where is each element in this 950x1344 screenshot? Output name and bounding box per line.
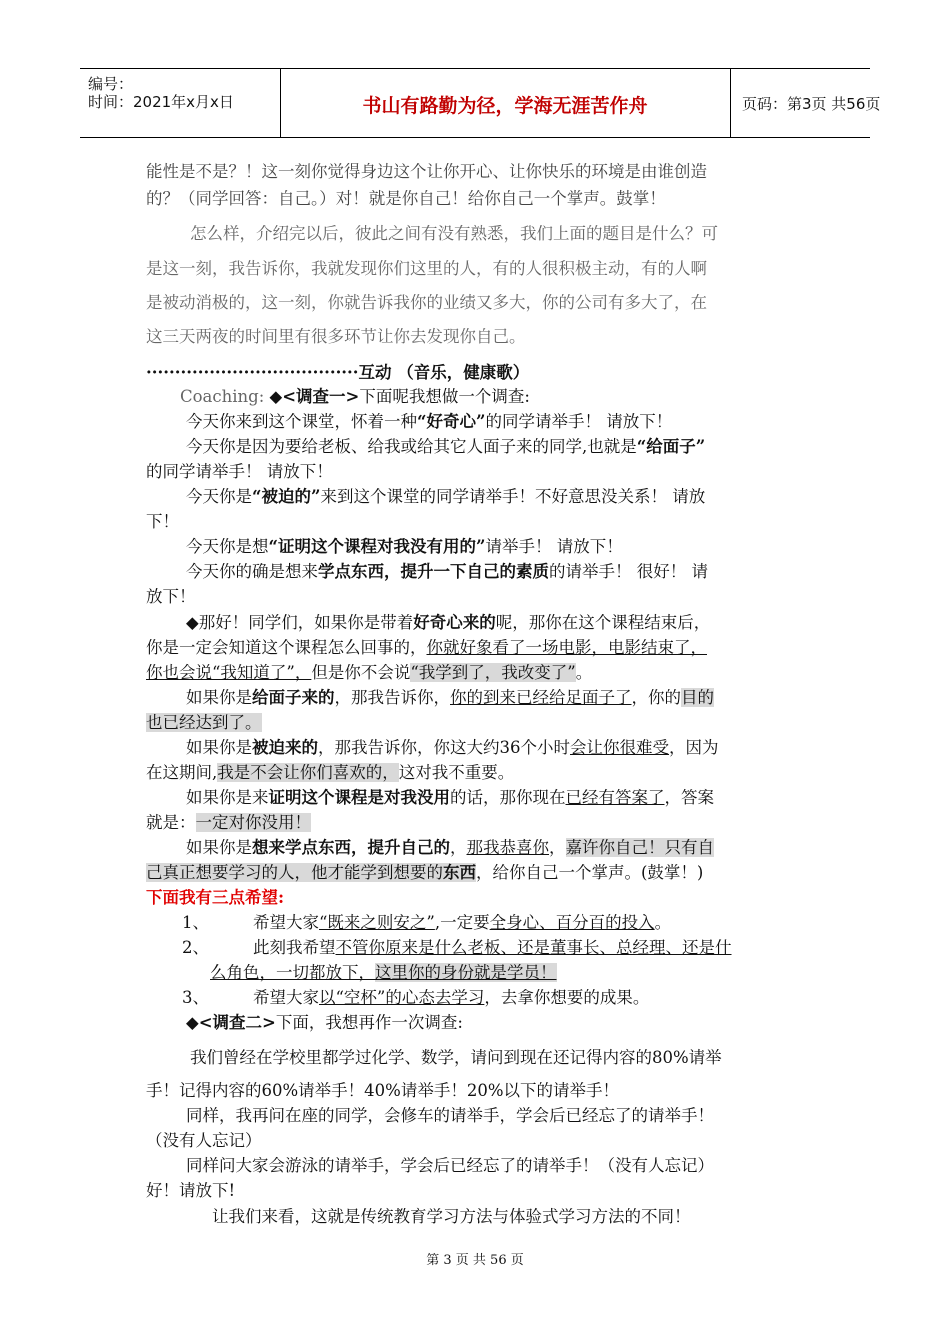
a3-keyword: 被迫来的 — [252, 738, 318, 757]
survey1-q4 — [186, 536, 623, 558]
a2-text: 如果你是 — [186, 688, 252, 707]
hope3-text: 希望大家 — [253, 988, 319, 1007]
survey2-intro: 下面，我想再作一次调查: — [275, 1013, 463, 1032]
q1-tail: 的同学请举手！ 请放下！ — [485, 412, 673, 431]
a2-highlight-achieved: 也已经达到了。 — [146, 713, 262, 732]
a2-underlined: 你的到来已经给足面子了 — [450, 688, 632, 707]
a2-highlight-goal: 目的 — [681, 688, 714, 707]
survey1-q2 — [186, 436, 705, 458]
a1-underlined-know: 你也会说“我知道了”， — [146, 663, 312, 682]
a5-highlight1: 嘉许你自己！只有自 — [565, 838, 714, 857]
answer3-line2 — [146, 762, 514, 784]
survey2-line5: 同样问大家会游泳的请举手，学会后已经忘了的请举手！（没有人忘记） — [186, 1156, 714, 1175]
a1-but: 但是你不会说 — [311, 663, 411, 682]
interaction-label: 互动 （音乐，健康歌） — [358, 363, 530, 382]
a3-mid: ，那我告诉你，你这大约36个小时 — [318, 738, 570, 757]
survey2-title: ◆<调查二> — [186, 1013, 276, 1032]
survey1-heading — [180, 386, 530, 408]
hope2-highlight: 这里你的身份就是学员！ — [375, 963, 557, 982]
a1-underlined-movie: 你就好象看了一场电影，电影结束了， — [426, 638, 707, 657]
answer1-line1 — [186, 612, 710, 634]
a5-keyword-thing: 东西 — [443, 863, 476, 882]
q3-keyword: “被迫的” — [252, 487, 321, 506]
doc-number-label: 编号： — [88, 75, 134, 93]
a5-underlined: 那我恭喜你 — [466, 838, 549, 857]
survey2-line6: 好！请放下! — [146, 1181, 236, 1200]
survey1-q1 — [186, 411, 672, 433]
a4-mid: 的话，那你现在 — [450, 788, 566, 807]
a5-text: 如果你是 — [186, 838, 252, 857]
q4-keyword: “证明这个课程对我没有用的” — [268, 537, 486, 556]
hope2-underlined2: 么角色，一切都放下， — [210, 963, 375, 982]
page-header — [80, 68, 881, 138]
a2-your: ，你的 — [631, 688, 681, 707]
para1-line2: 的？（同学回答：自己。）对！就是你自己！给你自己一个掌声。鼓掌！ — [146, 189, 666, 208]
answer5-line2 — [146, 862, 703, 884]
a5-comma1: ， — [450, 838, 467, 857]
a4-text: 如果你是来 — [186, 788, 269, 807]
answer3-line1 — [186, 737, 719, 759]
header-meta-cell — [80, 69, 281, 137]
header-motto-cell — [280, 69, 731, 137]
q5-text: 今天你的确是想来 — [186, 562, 318, 581]
answer1-line2 — [146, 637, 707, 659]
answer2-line2 — [146, 712, 262, 734]
a4-keyword: 证明这个课程是对我没用 — [268, 788, 450, 807]
para2-line1: 怎么样，介绍完以后，彼此之间有没有熟悉，我们上面的题目是什么？可 — [190, 224, 718, 243]
q5-keyword: 学点东西，提升一下自己的素质 — [318, 562, 549, 581]
hope1-underlined1: “既来之则安之” — [319, 913, 435, 932]
q2-text: 今天你是因为要给老板、给我或给其它人面子来的同学,也就是 — [186, 437, 637, 456]
a1-line2-text: 你是一定会知道这个课程怎么回事的， — [146, 638, 427, 657]
q5-tail: 的请举手！ 很好！ 请 — [549, 562, 708, 581]
survey2-line3: 同样，我再问在座的同学，会修车的请举手，学会后已经忘了的请举手！ — [186, 1106, 714, 1125]
a5-comma2: ， — [549, 838, 566, 857]
hope-3 — [182, 987, 649, 1009]
para2-line3: 是被动消极的，这一刻，你就告诉我你的业绩又多大，你的公司有多大了，在 — [146, 293, 707, 312]
a1-period: 。 — [575, 663, 593, 682]
para1-line1: 能性是不是？！这一刻你觉得身边这个让你开心、让你快乐的环境是由谁创造 — [146, 162, 707, 181]
answer2-line1 — [186, 687, 714, 709]
a1-highlight-changed: “我学到了，我改变了” — [410, 663, 576, 682]
q3-tail: 来到这个课堂的同学请举手！不好意思没关系！ 请放 — [320, 487, 706, 506]
para2-line2: 是这一刻，我告诉你，我就发现你们这里的人，有的人很积极主动，有的人啊 — [146, 259, 707, 278]
answer5-line1 — [186, 837, 714, 859]
answer4-line1 — [186, 787, 714, 809]
a4-answer: ，答案 — [664, 788, 714, 807]
survey2-line1: 我们曾经在学校里都学过化学、数学，请问到现在还记得内容的80%请举 — [190, 1048, 722, 1067]
a5-highlight2: 己真正想要学习的人，他才能学到想要的 — [146, 863, 443, 882]
a1-tail: 呢，那你在这个课程结束后， — [495, 613, 711, 632]
hope1-underlined2: 全身心、百分百的投入 — [489, 913, 655, 932]
dotted-leader: ····································· — [146, 363, 359, 382]
a3-underlined: 会让你很难受 — [570, 738, 669, 757]
interaction-line — [146, 362, 529, 384]
answer1-line3 — [146, 662, 592, 684]
a4-underlined: 已经有答案了 — [565, 788, 665, 807]
survey2-line4: （没有人忘记） — [146, 1131, 262, 1150]
survey2-heading — [186, 1012, 463, 1034]
a1-text: ◆那好！同学们，如果你是带着 — [186, 613, 414, 632]
a3-tail: 这对我不重要。 — [398, 763, 515, 782]
hope1-period: 。 — [654, 913, 672, 932]
survey1-q5 — [186, 561, 708, 583]
hope1-mid: ,一定要 — [434, 913, 490, 932]
q1-keyword: “好奇心” — [417, 412, 486, 431]
q4-text: 今天你是想 — [186, 537, 269, 556]
a3-text: 如果你是 — [186, 738, 252, 757]
hope-2 — [182, 937, 732, 959]
q3-text: 今天你是 — [186, 487, 252, 506]
q1-text: 今天你来到这个课堂，怀着一种 — [186, 412, 417, 431]
survey1-q3-cont: 下！ — [146, 512, 179, 531]
hope3-number: 3、 — [182, 988, 209, 1007]
a3-because: ，因为 — [669, 738, 719, 757]
a2-mid: ，那我告诉你， — [334, 688, 450, 707]
coaching-label: Coaching: — [180, 387, 265, 406]
header-motto: 书山有路勤为径，学海无涯苦作舟 — [362, 95, 648, 117]
a2-keyword: 给面子来的 — [252, 688, 335, 707]
a4-highlight: 一定对你没用！ — [195, 813, 311, 832]
a4-is: 就是： — [146, 813, 196, 832]
doc-time-label: 时间：2021年x月x日 — [88, 93, 234, 111]
hope1-number: 1、 — [182, 913, 209, 932]
hope3-tail: ，去拿你想要的成果。 — [484, 988, 650, 1007]
hope3-underlined: 以“空杯”的心态去学习 — [319, 988, 485, 1007]
a3-highlight: 我是不会让你们喜欢的， — [217, 763, 399, 782]
a5-tail: ，给你自己一个掌声。(鼓掌！) — [476, 863, 704, 882]
header-page-info: 页码：第3页 共56页 — [742, 95, 881, 113]
survey1-intro: 下面呢我想做一个调查: — [359, 387, 530, 406]
para2-line4: 这三天两夜的时间里有很多环节让你去发现你自己。 — [146, 327, 526, 346]
page-footer: 第 3 页 共 56 页 — [426, 1253, 524, 1268]
survey2-line2: 手！记得内容的60%请举手！40%请举手！20%以下的请举手！ — [146, 1081, 620, 1100]
a5-keyword: 想来学点东西，提升自己的 — [252, 838, 450, 857]
hope2-text: 此刻我希望 — [253, 938, 336, 957]
a1-keyword: 好奇心来的 — [413, 613, 496, 632]
hope2-number: 2、 — [182, 938, 209, 957]
survey1-title: ◆<调查一> — [269, 387, 360, 406]
hope-2-cont — [210, 962, 557, 984]
q4-tail: 请举手！ 请放下！ — [485, 537, 623, 556]
answer4-line2 — [146, 812, 311, 834]
hope1-text: 希望大家 — [253, 913, 319, 932]
hope-1 — [182, 912, 671, 934]
hopes-title: 下面我有三点希望: — [146, 888, 285, 907]
hope2-underlined1: 不管你原来是什么老板、还是董事长、总经理、还是什 — [335, 938, 732, 957]
a3-during: 在这期间, — [146, 763, 218, 782]
survey2-line7: 让我们来看，这就是传统教育学习方法与体验式学习方法的不同！ — [212, 1207, 691, 1226]
survey1-q5-cont: 放下！ — [146, 587, 196, 606]
survey1-q2-cont: 的同学请举手！ 请放下！ — [146, 462, 333, 481]
header-page-cell — [730, 69, 881, 137]
survey1-q3 — [186, 486, 705, 508]
q2-keyword: “给面子” — [636, 437, 706, 456]
